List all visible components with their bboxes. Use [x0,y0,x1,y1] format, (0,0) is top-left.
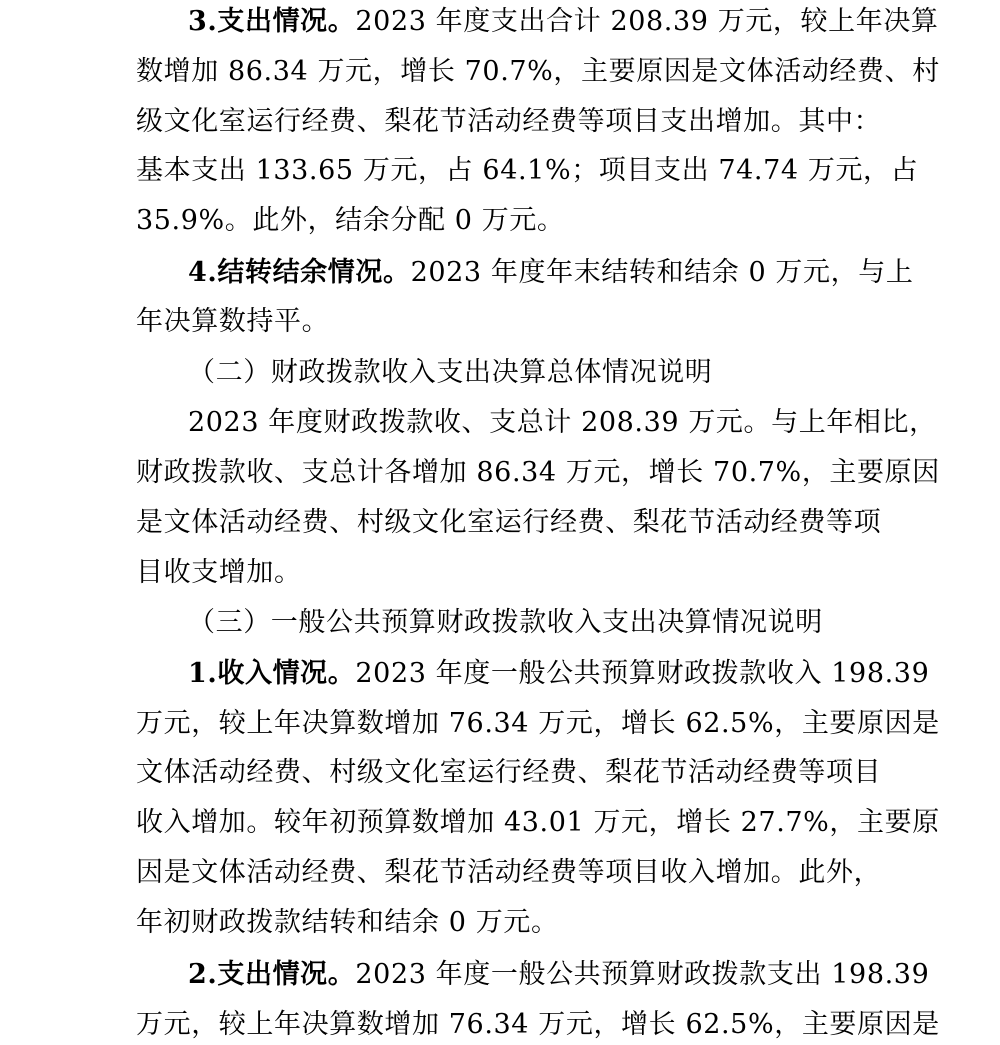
expense-para-line-4: 基本支出 133.65 万元，占 64.1%；项目支出 74.74 万元，占 [136,155,919,186]
fiscal-overall-line-1: 2023 年度财政拨款收、支总计 208.39 万元。与上年相比， [188,407,937,438]
gpb-income-line-2: 万元，较上年决算数增加 76.34 万元，增长 62.5%，主要原因是 [136,708,940,739]
gpb-expense-lead: 2.支出情况。 [188,959,356,990]
gpb-income-line-4: 收入增加。较年初预算数增加 43.01 万元，增长 27.7%，主要原 [136,807,940,838]
fiscal-overall-line-4: 目收支增加。 [136,557,302,588]
gpb-expense-line-2: 万元，较上年决算数增加 76.34 万元，增长 62.5%，主要原因是 [136,1009,940,1040]
expense-para-line-2: 数增加 86.34 万元，增长 70.7%，主要原因是文体活动经费、村 [136,56,940,87]
section-heading-2: （二）财政拨款收入支出决算总体情况说明 [188,357,713,388]
fiscal-overall-line-3: 是文体活动经费、村级文化室运行经费、梨花节活动经费等项 [136,507,882,538]
fiscal-overall-line-2: 财政拨款收、支总计各增加 86.34 万元，增长 70.7%，主要原因 [136,457,940,488]
gpb-income-lead: 1.收入情况。 [188,658,356,689]
gpb-expense-line-1: 2.支出情况。2023 年度一般公共预算财政拨款支出 198.39 [188,959,930,990]
expense-para-line-1: 3.支出情况。2023 年度支出合计 208.39 万元，较上年决算 [188,6,939,37]
gpb-income-line-6: 年初财政拨款结转和结余 0 万元。 [136,907,559,938]
carryover-lead: 4.结转结余情况。 [188,257,411,288]
expense-para-line-5: 35.9%。此外，结余分配 0 万元。 [136,205,565,236]
section-heading-3: （三）一般公共预算财政拨款收入支出决算情况说明 [188,607,823,638]
gpb-income-line-5: 因是文体活动经费、梨花节活动经费等项目收入增加。此外， [136,857,882,888]
expense-para-line-3: 级文化室运行经费、梨花节活动经费等项目支出增加。其中： [136,106,882,137]
gpb-income-line-3: 文体活动经费、村级文化室运行经费、梨花节活动经费等项目 [136,757,882,788]
expense-lead: 3.支出情况。 [188,6,356,37]
carryover-para-line-2: 年决算数持平。 [136,306,330,337]
gpb-income-line-1: 1.收入情况。2023 年度一般公共预算财政拨款收入 198.39 [188,658,930,689]
carryover-para-line-1: 4.结转结余情况。2023 年度年末结转和结余 0 万元，与上 [188,257,914,288]
